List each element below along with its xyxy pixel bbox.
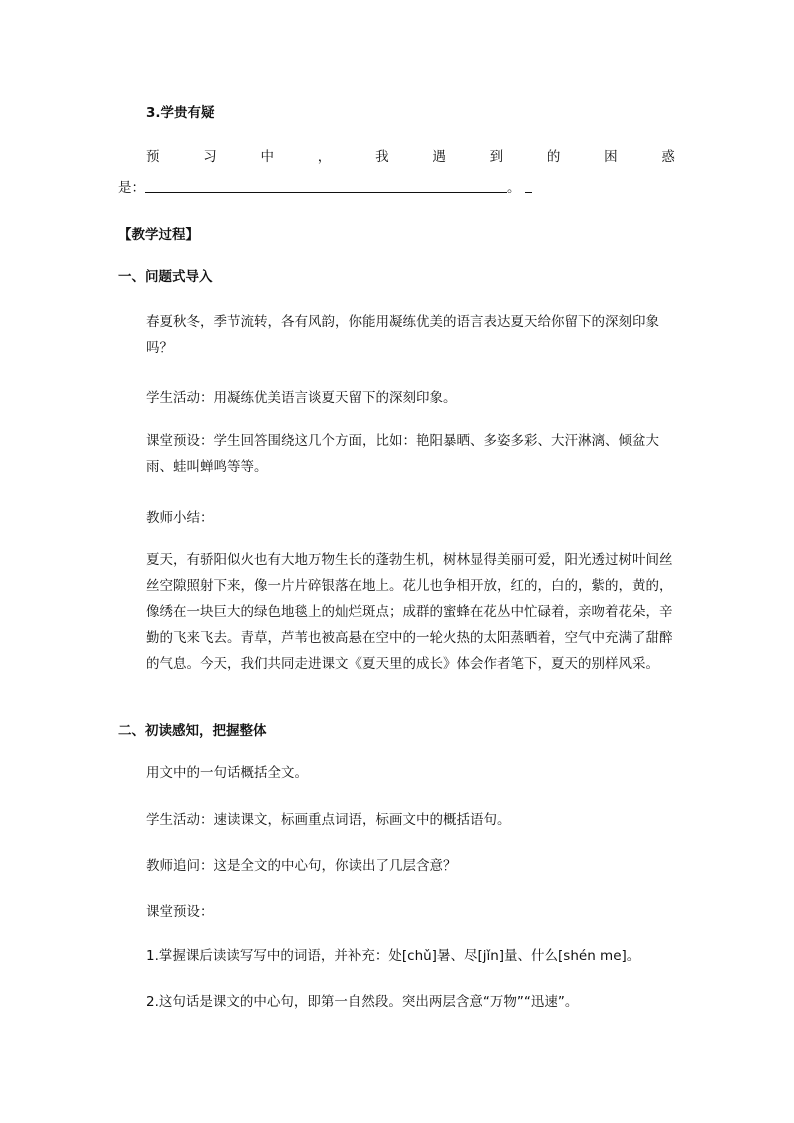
doubt-prompt-char: 中 [260, 149, 275, 165]
part1-preset-paragraph [118, 428, 678, 480]
short-blank [525, 178, 532, 193]
part2-student-activity: 学生活动：速读课文，标画重点词语，标画文中的概括语句。 [146, 812, 511, 828]
part2-task: 用文中的一句话概括全文。 [146, 765, 308, 781]
doubt-prompt-char: ， [317, 149, 332, 165]
part2-heading: 二、初读感知，把握整体 [118, 723, 267, 739]
doubt-prompt-char: 的 [546, 149, 561, 165]
part1-intro-paragraph [118, 309, 678, 361]
doubt-answer-line [118, 178, 532, 198]
part2-item-1: 1.掌握课后读读写写中的词语，并补充：处[chǔ]暑、尽[jǐn]量、什么[shén me]。 [146, 948, 641, 964]
part1-preset-text: 课堂预设：学生回答围绕这几个方面，比如：艳阳暴晒、多姿多彩、大汗淋漓、倾盆大雨、蛙叫蝉鸣等等。 [146, 433, 659, 475]
section3-heading: 3.学贵有疑 [146, 105, 215, 121]
part1-intro-text: 春夏秋冬，季节流转，各有风韵，你能用凝练优美的语言表达夏天给你留下的深刻印象吗？ [146, 314, 659, 356]
doubt-prompt-char: 习 [203, 149, 217, 165]
part1-student-activity: 学生活动：用凝练优美语言谈夏天留下的深刻印象。 [146, 390, 457, 406]
part2-teacher-question: 教师追问：这是全文的中心句，你读出了几层含意？ [146, 858, 457, 874]
part1-teacher-summary-text: 夏天，有骄阳似火也有大地万物生长的蓬勃生机，树林显得美丽可爱，阳光透过树叶间丝丝空隙照射下来，像一片片碎银落在地上。花儿也争相开放，红的，白的，紫的，黄的，像绣在一块巨大的绿色地毯上的灿烂斑点；成群的蜜蜂在花丛中忙碌着，亲吻着花朵，辛勤的飞来飞去。青草，芦苇也被高悬在空中的一轮火热的太阳蒸晒着，空气中充满了甜醉的气息。今天，我们共同走进课文《夏天里的成长》体会作者笔下，夏天的别样风采。 [146, 552, 673, 672]
doubt-prompt-char: 我 [375, 149, 389, 165]
doubt-prompt-char: 遇 [432, 149, 446, 165]
doubt-answer-blank[interactable] [145, 178, 507, 193]
doubt-prompt-char: 预 [146, 149, 160, 165]
part2-preset-label: 课堂预设： [146, 904, 214, 920]
doubt-prompt-char: 惑 [661, 149, 675, 165]
doubt-prompt-char: 到 [489, 149, 504, 165]
part1-teacher-label: 教师小结： [146, 510, 214, 526]
doubt-prompt-line [146, 148, 675, 167]
doubt-prompt-tail: 是： [118, 180, 145, 196]
teaching-process-heading: 【教学过程】 [118, 227, 199, 243]
part1-teacher-summary-paragraph [118, 547, 678, 677]
doubt-prompt-char: 困 [604, 149, 618, 165]
part2-item-2: 2.这句话是课文的中心句，即第一自然段。突出两层含意“万物”“迅速”。 [146, 994, 579, 1010]
doubt-end-mark: 。 [507, 180, 521, 196]
part1-heading: 一、问题式导入 [118, 269, 213, 285]
